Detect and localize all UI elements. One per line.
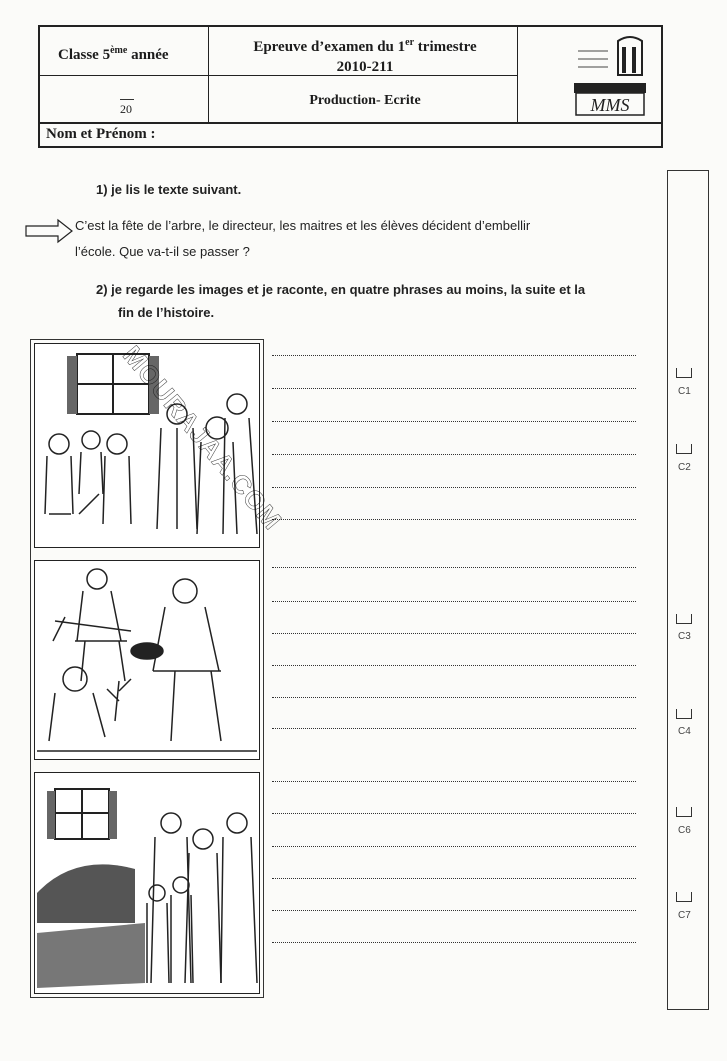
question-1: 1) je lis le texte suivant.: [96, 182, 242, 197]
criteria-label: C4: [678, 726, 691, 737]
writing-line[interactable]: [272, 813, 636, 814]
criteria-label: C2: [678, 462, 691, 473]
criteria-checkbox[interactable]: [676, 892, 692, 902]
criteria-label: C6: [678, 825, 691, 836]
writing-line[interactable]: [272, 388, 636, 389]
criteria-checkbox[interactable]: [676, 614, 692, 624]
writing-line[interactable]: [272, 781, 636, 782]
criteria-label: C1: [678, 386, 691, 397]
svg-text:MMS: MMS: [590, 95, 630, 115]
writing-line[interactable]: [272, 487, 636, 488]
illustration-3: [34, 772, 260, 994]
criteria-label: C7: [678, 910, 691, 921]
prompt-text-line-2: l’école. Que va-t-il se passer ?: [75, 244, 250, 259]
writing-line[interactable]: [272, 421, 636, 422]
criteria-checkbox[interactable]: [676, 807, 692, 817]
question-2-line-1: 2) je regarde les images et je raconte, en quatre phrases au moins, la suite et la: [96, 282, 586, 297]
writing-line[interactable]: [272, 728, 636, 729]
score-total: 20: [120, 102, 132, 116]
criteria-checkbox[interactable]: [676, 444, 692, 454]
criteria-checkbox[interactable]: [676, 709, 692, 719]
question-2-line-2: fin de l’histoire.: [118, 305, 215, 320]
criteria-label: C3: [678, 631, 691, 642]
writing-line[interactable]: [272, 697, 636, 698]
prompt-text-line-1: C’est la fête de l’arbre, le directeur, les maitres et les élèves décident d’embellir: [75, 218, 531, 233]
watermark: MOURAJAA.COM: [117, 340, 288, 536]
writing-line[interactable]: [272, 910, 636, 911]
class-label: Classe 5ème année: [58, 45, 169, 63]
exam-subtitle: Production- Ecrite: [309, 93, 421, 108]
exam-year: 2010-211: [336, 59, 394, 75]
writing-line[interactable]: [272, 567, 636, 568]
writing-line[interactable]: [272, 942, 636, 943]
criteria-column: [667, 170, 709, 1010]
exam-title: Epreuve d’examen du 1er trimestre 2010-211: [253, 37, 477, 75]
writing-line[interactable]: [272, 519, 636, 520]
exam-header-table: [38, 25, 663, 148]
writing-line[interactable]: [272, 665, 636, 666]
writing-line[interactable]: [272, 601, 636, 602]
name-field-label: Nom et Prénom :: [46, 126, 156, 142]
writing-line[interactable]: [272, 454, 636, 455]
illustration-2: [34, 560, 260, 760]
criteria-checkbox[interactable]: [676, 368, 692, 378]
writing-line[interactable]: [272, 846, 636, 847]
writing-line[interactable]: [272, 878, 636, 879]
writing-line[interactable]: [272, 355, 636, 356]
school-logo: [538, 35, 653, 119]
score-bar: [120, 99, 134, 100]
arrow-right-icon: [24, 218, 74, 244]
writing-line[interactable]: [272, 633, 636, 634]
